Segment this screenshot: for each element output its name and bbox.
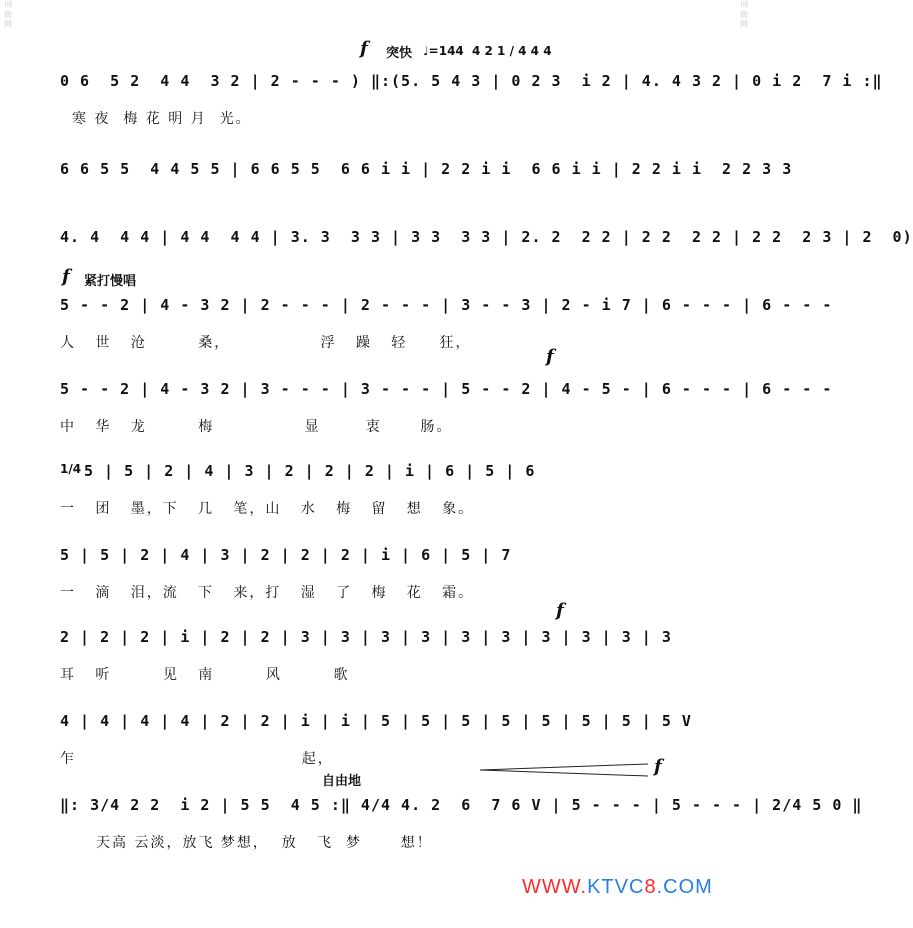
score-line-6: 5 | 5 | 2 | 4 | 3 | 2 | 2 | 2 | i | 6 | 5 | 6	[84, 462, 536, 480]
watermark-left	[0, 0, 16, 928]
lyrics-line-8: 耳 听 见 南 风 歌	[60, 667, 350, 683]
free-time-mark: 自由地	[322, 774, 362, 789]
score-line-9: 4 | 4 | 4 | 4 | 2 | 2 | i | i | 5 | 5 | 5 | 5 | 5 | 5 | 5 | 5 V	[60, 712, 692, 730]
website-watermark	[522, 876, 713, 899]
lyrics-line-9: 乍 起，	[60, 751, 334, 767]
brand-part: .COM	[656, 876, 713, 898]
score-line-4: 5 - - 2 | 4 - 3 2 | 2 - - - | 2 - - - | 3 - - 3 | 2 - i 7 | 6 - - - | 6 - - -	[60, 296, 833, 314]
lyrics-line-10: 天高 云淡，放飞 梦想， 放 飞 梦 想！	[96, 835, 433, 851]
lyrics-line-6: 一 团 墨，下 几 笔，山 水 梅 留 想 象。	[60, 501, 475, 517]
lyrics-line-5: 中 华 龙 梅 显 衷 肠。	[60, 419, 453, 435]
score-line-8: 2 | 2 | 2 | i | 2 | 2 | 3 | 3 | 3 | 3 | 3 | 3 | 3 | 3 | 3 | 3	[60, 628, 672, 646]
score-line-3: 4. 4 4 4 | 4 4 4 4 | 3. 3 3 3 | 3 3 3 3 | 2. 2 2 2 | 2 2 2 2 | 2 2 2 3 | 2 0)	[60, 228, 913, 246]
watermark-char: 曲	[4, 10, 12, 19]
dynamic-forte: f	[546, 346, 554, 367]
lyrics-line-7: 一 滴 泪，流 下 来，打 湿 了 梅 花 霜。	[60, 585, 475, 601]
lyrics-line-4: 人 世 沧 桑， 浮 躁 轻 狂，	[60, 335, 472, 351]
score-line-5: 5 - - 2 | 4 - 3 2 | 3 - - - | 3 - - - | 5 - - 2 | 4 - 5 - | 6 - - - | 6 - - -	[60, 380, 833, 398]
lyrics-line-1: 寒 夜 梅 花 明 月 光。	[72, 111, 252, 127]
brand-part: 8	[644, 876, 657, 898]
time-signature: 4 2 1 / 4 4 4	[472, 44, 552, 58]
brand-part: WWW.	[522, 876, 588, 898]
dynamic-forte: f	[556, 600, 564, 621]
score-line-10: ‖: 3/4 2 2 i 2 | 5 5 4 5 :‖ 4/4 4. 2 6 7 6 V | 5 - - - | 5 - - - | 2/4 5 0 ‖	[60, 796, 863, 814]
score-line-2: 6 6 5 5 4 4 5 5 | 6 6 5 5 6 6 i i | 2 2 i i 6 6 i i | 2 2 i i 2 2 3 3	[60, 160, 793, 178]
score-line-7: 5 | 5 | 2 | 4 | 3 | 2 | 2 | 2 | i | 6 | 5 | 7	[60, 546, 512, 564]
crescendo-hairpin	[480, 762, 650, 778]
brand-part: KTVC	[587, 876, 645, 898]
watermark-char: 词	[4, 0, 12, 9]
watermark-char: 曲	[740, 10, 748, 19]
tempo-text: 突快	[386, 46, 413, 61]
watermark-char: 网	[4, 20, 12, 29]
watermark-char: 网	[740, 20, 748, 29]
dynamic-forte: f	[360, 38, 368, 59]
score-line-1: 0 6 5 2 4 4 3 2 | 2 - - - ) ‖:(5. 5 4 3 | 0 2 3 i 2 | 4. 4 3 2 | 0 i 2 7 i :‖	[60, 72, 883, 90]
dynamic-forte: f	[62, 266, 70, 287]
dynamic-forte: f	[654, 756, 662, 777]
section-mark: 紧打慢唱	[84, 274, 137, 289]
time-signature: 1/4	[60, 462, 82, 476]
watermark-char: 词	[740, 0, 748, 9]
watermark-right	[736, 0, 752, 928]
tempo-mark: ♩=144	[423, 44, 464, 58]
